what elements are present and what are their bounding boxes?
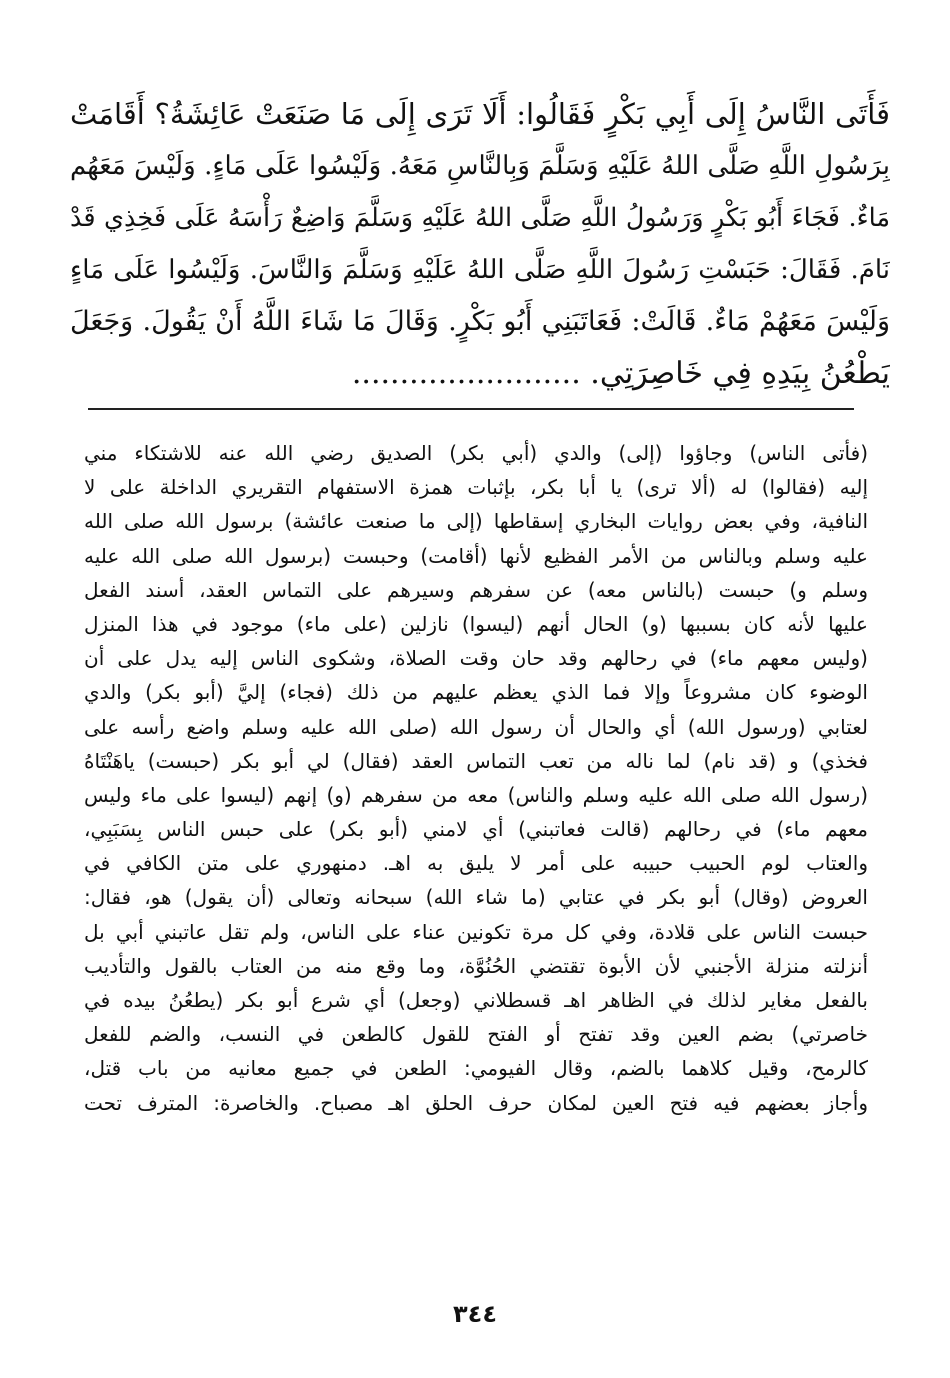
commentary-line: وسلم و) حبست (بالناس معه) عن سفرهم وسيرهم على التماس العقد، أسند الفعل xyxy=(84,577,868,602)
hadith-text xyxy=(70,88,890,400)
hadith-line: وَلَيْسَ مَعَهُمْ مَاءٌ. قَالَتْ: فَعَاتَبَنِي أَبُو بَكْرٍ. وَقَالَ مَا شَاءَ اللَّهُ أَنْ يَقُولَ. وَجَعَلَ xyxy=(70,306,890,337)
hadith-line: مَاءٌ. فَجَاءَ أَبُو بَكْرٍ وَرَسُولُ اللَّهِ صَلَّى اللهُ عَلَيْهِ وَسَلَّمَ وَاضِعٌ رَأْسَهُ عَلَى فَخِذِي قَدْ xyxy=(70,203,890,233)
commentary-text xyxy=(84,436,868,1120)
commentary-line: الوضوء كان مشروعاً وإلا فما الذي يعظم عليهم من ذلك (فجاء) إليَّ (أبو بكر) والدي xyxy=(84,680,868,705)
page-number: ٣٤٤ xyxy=(453,1300,497,1328)
hadith-line: نَامَ. فَقَالَ: حَبَسْتِ رَسُولَ اللَّهِ صَلَّى اللهُ عَلَيْهِ وَسَلَّمَ وَالنَّاسَ. وَلَيْسُوا عَلَى مَاءٍ xyxy=(70,255,890,285)
commentary-line: خاصرتي) بضم العين وقد تفتح أو الفتح للقول كالطعن في النسب، والضم للفعل xyxy=(84,1022,868,1047)
commentary-line: لعتابي (ورسول الله) أي والحال أن رسول الله (صلى الله عليه وسلم واضع رأسه على xyxy=(84,714,868,739)
commentary-line: النافية، وفي بعض روايات البخاري إسقاطها (إلى ما صنعت عائشة) برسول الله صلى الله xyxy=(84,509,868,534)
hadith-line: بِرَسُولِ اللَّهِ صَلَّى اللهُ عَلَيْهِ وَسَلَّمَ وَبِالنَّاسِ مَعَهُ. وَلَيْسُوا عَلَى مَاءٍ. وَلَيْسَ مَعَهُم xyxy=(70,151,890,181)
commentary-line: معهم ماء) في رحالهم (قالت فعاتبني) أي لامني (أبو بكر) على حبس الناس بِسَبَبِي، xyxy=(84,817,868,842)
commentary-line: أنزلته منزلة الأجنبي لأن الأبوة تقتضي الحُنُوَّة، وما وقع منه من العتاب بالقول والتأديب xyxy=(84,953,868,978)
commentary-line: كالرمح، وقيل كلاهما بالضم، وقال الفيومي: الطعن في جميع معانيه من باب قتل، xyxy=(84,1056,868,1081)
commentary-line: عليها لأنه كان بسببها (و) الحال أنهم (ليسوا) نازلين (على ماء) موجود في هذا المنزل xyxy=(84,611,868,636)
commentary-line: عليه وسلم وبالناس من الأمر الفظيع لأنها (أقامت) وحبست (برسول الله صلى الله عليه xyxy=(84,543,868,568)
commentary-line: فخذي) و (قد نام) لما ناله من تعب التماس العقد (فقال) لي أبو بكر (حبست) ياهَنْتَاهُ xyxy=(84,748,868,773)
commentary-line: إليه (فقالوا) له (ألا ترى) يا أبا بكر، بإثبات همزة الاستفهام التقريري الداخلة على لا xyxy=(84,475,868,500)
commentary-line: والعتاب لوم الحبيب حبيبه على أمر لا يليق به اهـ. دمنهوري على متن الكافي في xyxy=(84,851,868,876)
hadith-line: فَأَتَى النَّاسُ إِلَى أَبِي بَكْرٍ فَقَالُوا: أَلَا تَرَى إِلَى مَا صَنَعَتْ عَائِشَةُ؟ أَقَامَتْ xyxy=(70,97,890,131)
commentary-line: العروض (وقال) أبو بكر في عتابي (ما شاء الله) سبحانه وتعالى (أن يقول) هو، فقال: xyxy=(84,885,868,910)
commentary-line: (فأتى الناس) وجاؤوا (إلى) والدي (أبي بكر) الصديق رضي الله عنه للاشتكاء مني xyxy=(84,441,868,465)
commentary-line: وأجاز بعضهم فيه فتح العين لمكان حرف الحلق اهـ مصباح. والخاصرة: المترف تحت xyxy=(84,1090,868,1115)
hadith-line: يَطْعُنُ بِيَدِهِ فِي خَاصِرَتِي. ........................ xyxy=(351,356,890,391)
commentary-line: (وليس معهم ماء) في رحالهم وقد حان وقت الصلاة، وشكوى الناس إليه يدل على أن xyxy=(84,646,868,671)
commentary-line: حبست الناس على قلادة، وفي كل مرة تكونين عناء على الناس، ولم تقل عاتبني أبي بل xyxy=(84,919,868,944)
commentary-line: بالفعل مغاير لذلك في الظاهر اهـ قسطلاني (وجعل) أي شرع أبو بكر (يطعُنُ بيده في xyxy=(84,988,868,1012)
commentary-line: (رسول الله صلى الله عليه وسلم والناس) معه من سفرهم (و) إنهم (ليسوا على ماء وليس xyxy=(84,782,868,807)
separator-rule xyxy=(88,408,854,410)
